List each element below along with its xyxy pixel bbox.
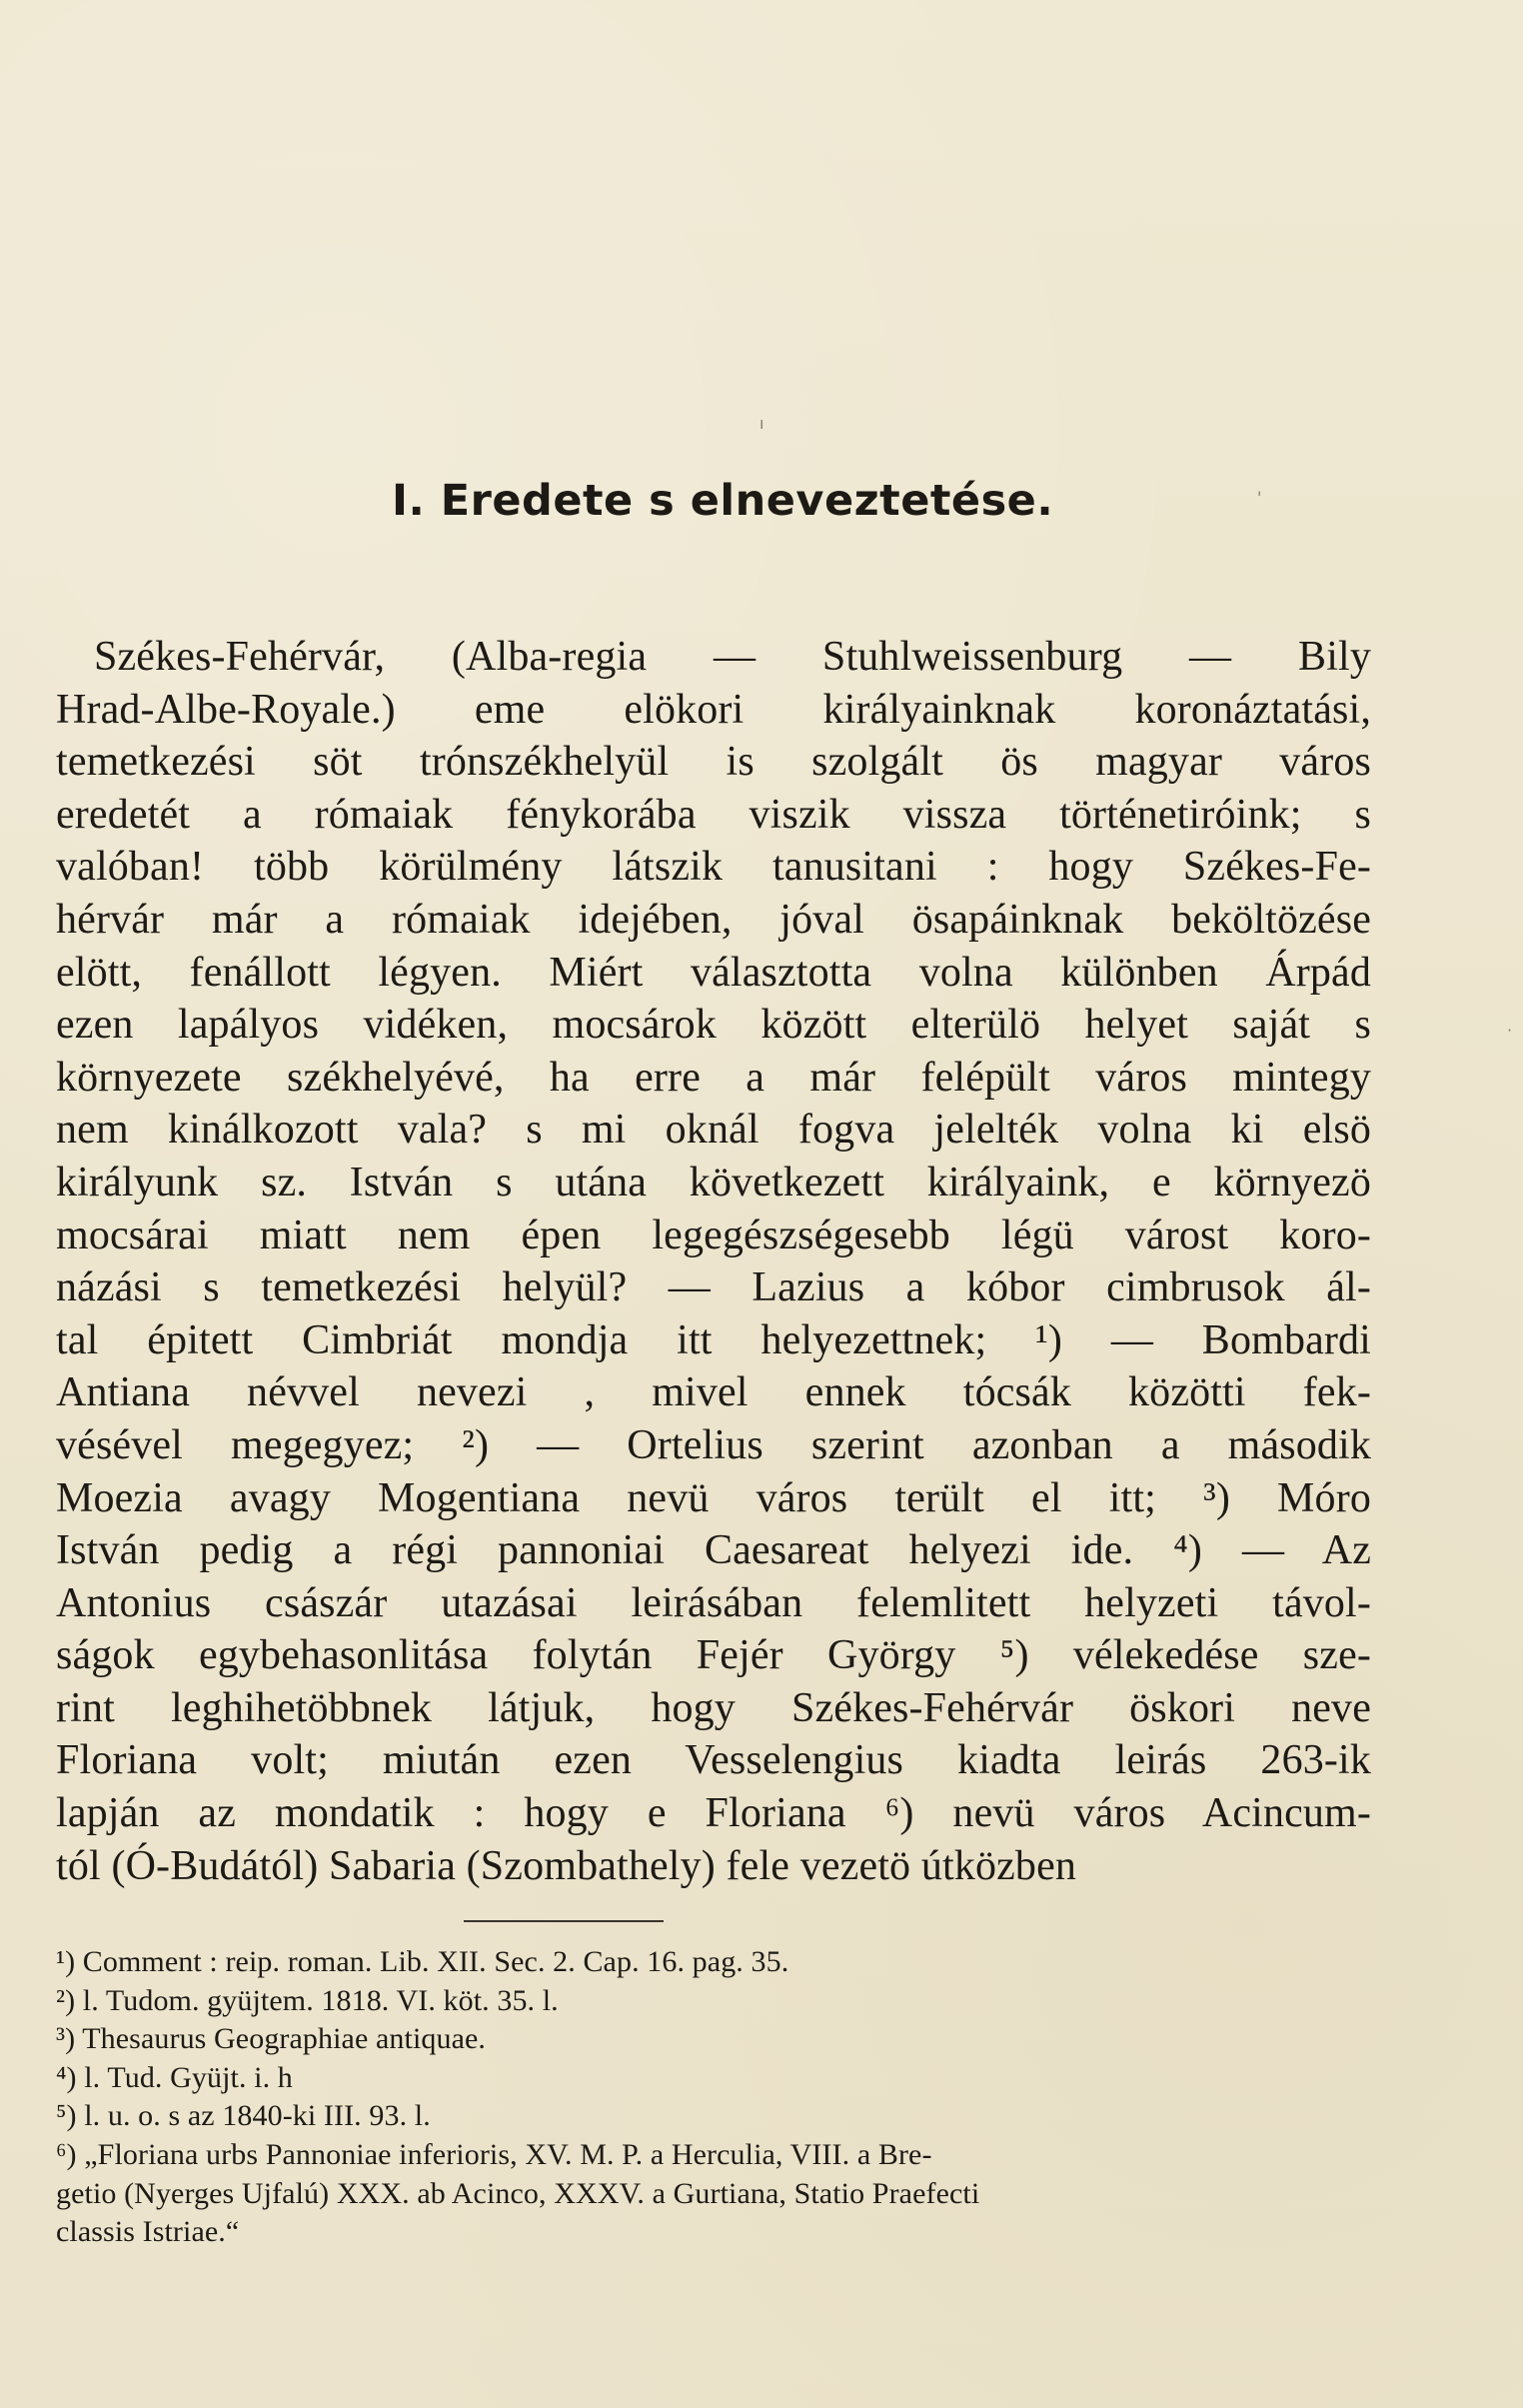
body-line: királyunk sz. István s utána következett királyaink, e környezö [56,1159,1371,1205]
body-line: rint leghihetöbbnek látjuk, hogy Székes-Fehérvár öskori neve [56,1684,1371,1731]
body-line: elött, fenállott légyen. Miért választotta volna különben Árpád [56,949,1371,996]
body-line: temetkezési söt trónszékhelyül is szolgált ös magyar város [56,739,1371,786]
body-line: vésével megegyez; ²) — Ortelius szerint azonban a második [56,1421,1371,1468]
body-line: valóban! több körülmény látszik tanusitani : hogy Székes-Fe- [56,844,1371,891]
printer-mark: ' [1257,488,1262,507]
body-line: ságok egybehasonlitása folytán Fejér György ⁵) vélekedése sze- [56,1632,1371,1679]
footnotes [56,1943,1325,2252]
body-line: tól (Ó-Budától) Sabaria (Szombathely) fele vezetö útközben [56,1842,1077,1889]
margin-dot: · [1507,1021,1513,1040]
footnote-separator [464,1920,664,1922]
body-line: názási s temetkezési helyül? — Lazius a kóbor cimbrusok ál- [56,1264,1371,1311]
footnote: ⁵) l. u. o. s az 1840-ki III. 93. l. [56,2099,431,2133]
footnote: ²) l. Tudom. gyüjtem. 1818. VI. köt. 35. l. [56,1983,559,2017]
body-line: Antiana névvel nevezi , mivel ennek tócsák közötti fek- [56,1369,1371,1416]
body-line: tal épitett Cimbriát mondja itt helyezettnek; ¹) — Bombardi [56,1316,1371,1363]
body-line: Hrad-Albe-Royale.) eme elökori királyainknak koronáztatási, [56,686,1371,733]
body-line: mocsárai miatt nem épen legegészségesebb légü várost koro- [56,1211,1371,1258]
body-line: lapján az mondatik : hogy e Floriana ⁶) nevü város Acincum- [56,1790,1371,1837]
body-line: Moezia avagy Mogentiana nevü város terült el itt; ³) Móro [56,1474,1371,1521]
printer-mark: ı [760,414,764,433]
footnote: ¹) Comment : reip. roman. Lib. XII. Sec. 2. Cap. 16. pag. 35. [56,1945,789,1978]
footnote: ³) Thesaurus Geographiae antiquae. [56,2022,487,2056]
body-line: nem kinálkozott vala? s mi oknál fogva jelelték volna ki elsö [56,1107,1371,1154]
body-line: Antonius császár utazásai leirásában felemlitett helyzeti távol- [56,1579,1371,1626]
body-line: Floriana volt; miután ezen Vesselengius kiadta leirás 263-ik [56,1737,1371,1784]
body-line: eredetét a rómaiak fénykorába viszik vissza történetiróink; s [56,791,1371,838]
body-line: Székes-Fehérvár, (Alba-regia — Stuhlweissenburg — Bily [94,634,1371,680]
body-line: ezen lapályos vidéken, mocsárok között elterülö helyet saját s [56,1002,1371,1049]
chapter-heading: I. Eredete s elneveztetése. [392,476,1054,526]
body-line: István pedig a régi pannoniai Caesareat helyezi ide. ⁴) — Az [56,1527,1371,1574]
body-line: környezete székhelyévé, ha erre a már felépült város mintegy [56,1054,1371,1101]
footnote: ⁴) l. Tud. Gyüjt. i. h [56,2060,293,2094]
main-text [56,631,1371,1892]
footnote: ⁶) „Floriana urbs Pannoniae inferioris, XV. M. P. a Herculia, VIII. a Bre- [56,2137,932,2171]
body-line: hérvár már a rómaiak idejében, jóval ösapáinknak beköltözése [56,896,1371,943]
footnote-continuation: getio (Nyerges Ujfalú) XXX. ab Acinco, XXXV. a Gurtiana, Statio Praefecti [56,2176,980,2210]
footnote-continuation: classis Istriae.“ [56,2215,240,2249]
